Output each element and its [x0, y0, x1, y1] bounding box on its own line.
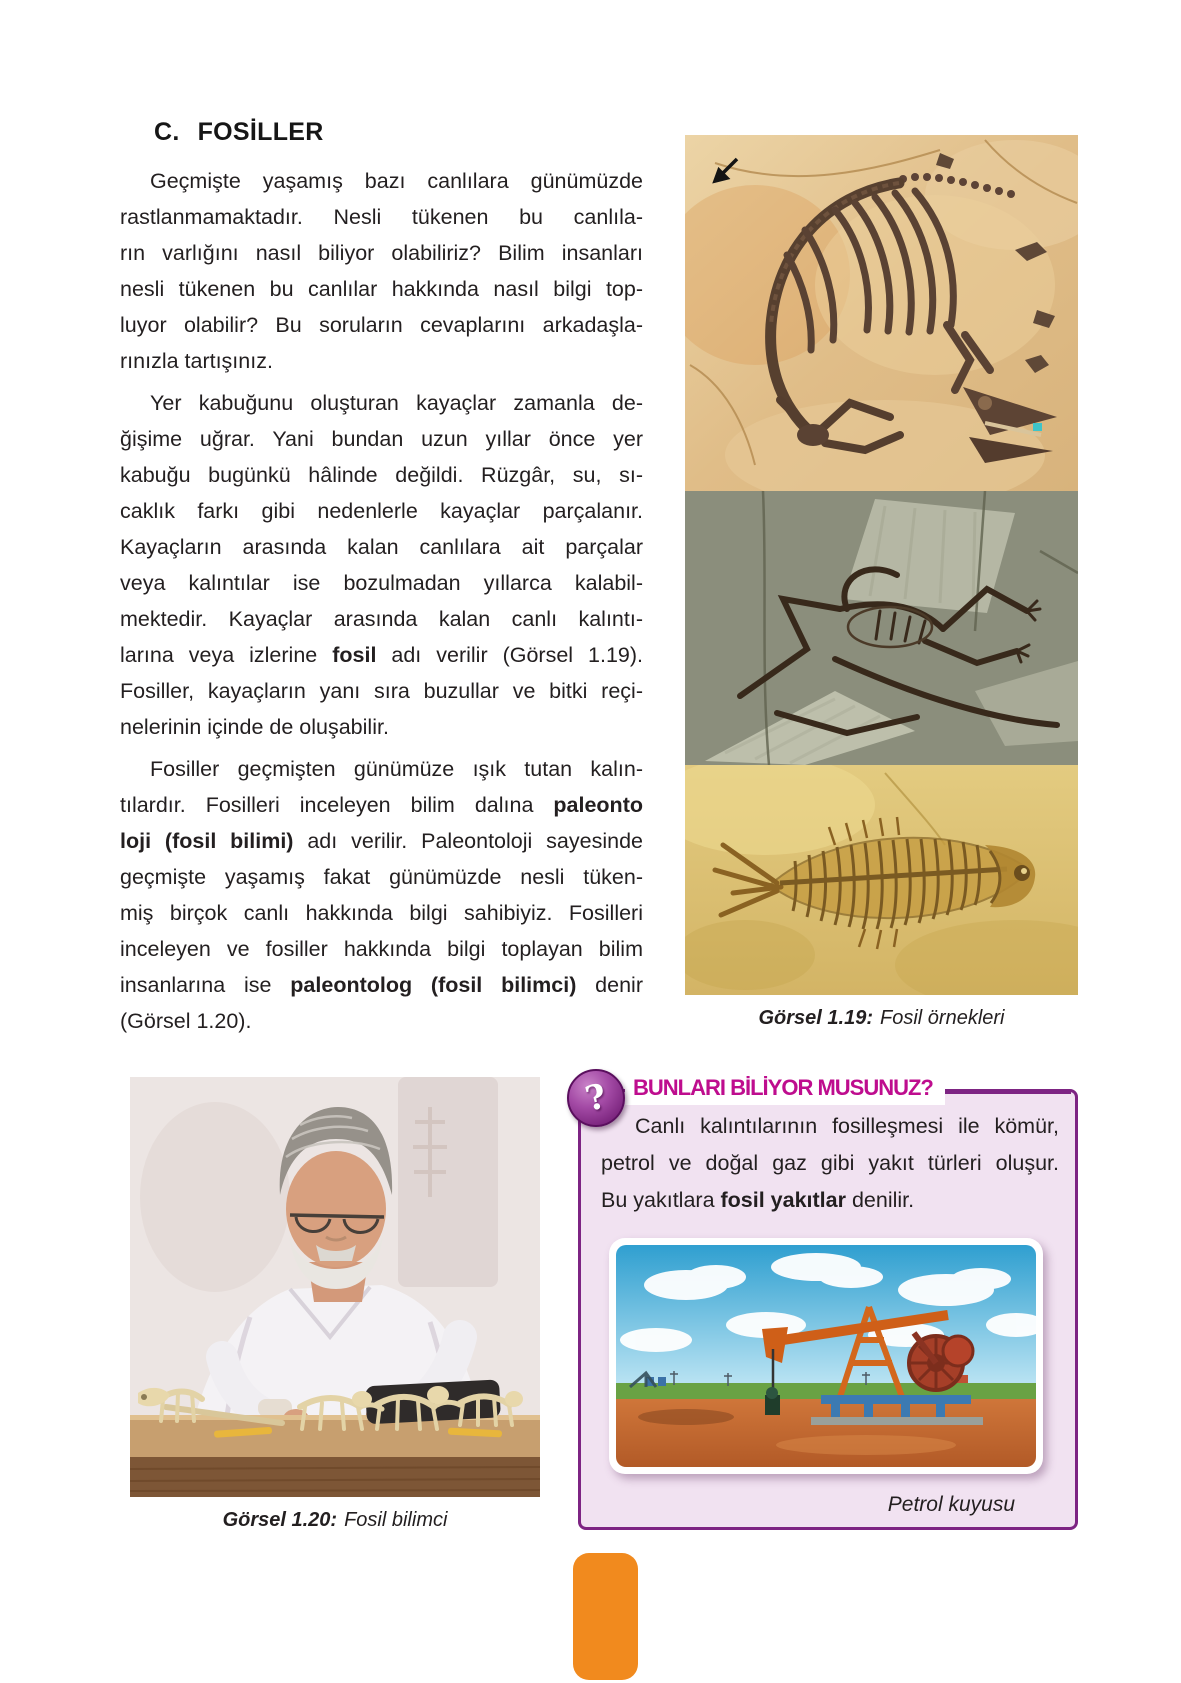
text-line: veya kalıntılar ise bozulmadan yıllarca kalabil-: [120, 571, 643, 595]
paragraph: [120, 385, 643, 745]
caption-text: Fosil bilimci: [344, 1509, 448, 1531]
question-mark-glyph: ?: [581, 1076, 611, 1120]
text-line: Kayaçların arasında kalan canlılara ait parçalar: [120, 535, 643, 559]
oil-pump-image: [616, 1245, 1036, 1467]
curled-skeleton-fossil-image: [685, 135, 1078, 491]
caption-text: Fosil örnekleri: [880, 1007, 1005, 1029]
text-line: rın varlığını nasıl biliyor olabiliriz? Bilim insanları: [120, 241, 643, 265]
text-line: rınızla tartışınız.: [120, 349, 273, 373]
text-line: inceleyen ve fosiller hakkında bilgi toplayan bilim: [120, 937, 643, 961]
text-line: Fosiller, kayaçların yanı sıra buzullar ve bitki reçi-: [120, 679, 643, 703]
text-line: mektedir. Kayaçlar arasında kalan canlı kalıntı-: [120, 607, 643, 631]
text-line: ğişime uğrar. Yani bundan uzun yıllar önce yer: [120, 427, 643, 451]
text-line: insanlarına ise paleontolog (fosil bilimci) denir: [120, 973, 643, 997]
text-line: geçmişte yaşamış fakat günümüzde nesli tüken-: [120, 865, 643, 889]
text-line: miş birçok canlı hakkında bilgi sahibiyiz. Fosilleri: [120, 901, 643, 925]
figure-paleontologist: [130, 1077, 540, 1532]
did-you-know-text: [601, 1108, 1059, 1219]
text-line: kabuğu bugünkü hâlinde değildi. Rüzgâr, su, sı-: [120, 463, 643, 487]
text-line: luyor olabilir? Bu soruların cevaplarını arkadaşla-: [120, 313, 643, 337]
body-text-column: [120, 118, 643, 1045]
caption-label: Görsel 1.20:: [222, 1509, 338, 1531]
text-line: Geçmişte yaşamış bazı canlılara günümüzde: [150, 169, 643, 193]
text-line: (Görsel 1.20).: [120, 1009, 252, 1033]
text-line: loji (fosil bilimi) adı verilir. Paleontoloji sayesinde: [120, 829, 643, 853]
text-line: Canlı kalıntılarının fosilleşmesi ile kömür,: [635, 1114, 1059, 1138]
text-line: tılardır. Fosilleri inceleyen bilim dalına paleonto: [120, 793, 643, 817]
figure-fossil-examples: [685, 135, 1078, 1030]
fish-fossil-image: [685, 765, 1078, 995]
section-letter: C.: [154, 118, 180, 146]
text-line: nelerinin içinde de oluşabilir.: [120, 715, 389, 739]
text-line: nesli tükenen bu canlılar hakkında nasıl bilgi top-: [120, 277, 643, 301]
question-mark-badge-icon: [567, 1069, 625, 1127]
text-line: rastlanmamaktadır. Nesli tükenen bu canlıla-: [120, 205, 643, 229]
caption-paleontologist: [130, 1509, 540, 1532]
text-line: caklık farkı gibi nedenlerle kayaçlar parçalanır.: [120, 499, 643, 523]
caption-label: Görsel 1.19:: [758, 1007, 874, 1029]
text-line: larına veya izlerine fosil adı verilir (Görsel 1.19).: [120, 643, 643, 667]
did-you-know-header: [625, 1075, 1071, 1105]
text-line: Bu yakıtlara fosil yakıtlar denilir.: [601, 1188, 915, 1212]
section-title: FOSİLLER: [197, 118, 324, 146]
paragraph: [120, 751, 643, 1039]
text-line: Yer kabuğunu oluşturan kayaçlar zamanla de-: [150, 391, 643, 415]
paleontologist-image: [130, 1077, 540, 1497]
text-line: Fosiller geçmişten günümüze ışık tutan kalın-: [150, 757, 643, 781]
did-you-know-box: [578, 1075, 1078, 1530]
caption-oil-well: Petrol kuyusu: [887, 1493, 1015, 1516]
archaeopteryx-fossil-image: [685, 491, 1078, 765]
oil-pump-photo-frame: [609, 1238, 1043, 1474]
text-line: petrol ve doğal gaz gibi yakıt türleri oluşur.: [601, 1151, 1059, 1175]
section-heading: [154, 118, 643, 147]
caption-fossils: [685, 1007, 1078, 1030]
did-you-know-title: BUNLARI BİLİYOR MUSUNUZ?: [625, 1075, 945, 1105]
paragraph: [120, 163, 643, 379]
page-number-tab: [573, 1553, 638, 1680]
header-rule: [945, 1090, 1071, 1094]
